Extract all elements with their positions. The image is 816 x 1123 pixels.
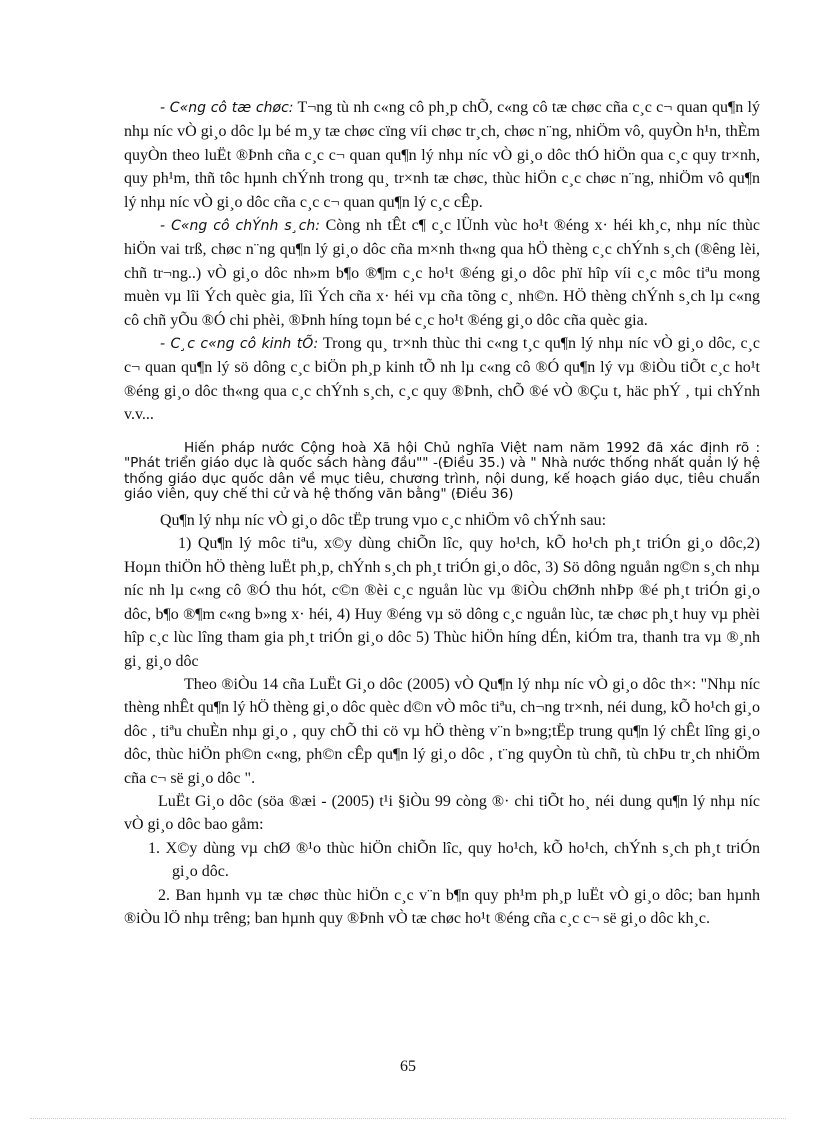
paragraph-policy-tools — [124, 214, 760, 332]
paragraph-main-tasks-list: 1) Qu¶n lý môc tiªu, x©y dùng chiÕn lîc, quy ho¹ch, kÕ ho¹ch ph¸t triÓn gi¸o dôc,2) Hoµn thiÖn hÖ thèng luËt ph¸p, chÝnh s¸ch ph¸t triÓn gi¸o dôc, 3) Sö dông nguån ng©n s¸ch nhµ níc nh lµ c«ng cô ®Ó thu hót, c©n ®èi c¸c nguån lùc vµ ®iÒu chØnh nhÞp ®é ph¸t triÓn gi¸o dôc, b¶o ®¶m c«ng b»ng x· héi, 4) Huy ®éng vµ sö dông c¸c nguån lùc, tæ chøc ph¸t huy vµ phèi hîp c¸c lùc lîng tham gia ph¸t triÓn gi¸o dôc 5) Thùc hiÖn híng dÉn, kiÓm tra, thanh tra vµ ®¸nh gi¸ gi¸o dôc — [124, 535, 760, 670]
paragraph-lead: - C«ng cô chÝnh s¸ch: — [160, 218, 321, 235]
paragraph-organizational-tools — [124, 96, 760, 214]
paragraph-body: Trong qu¸ tr×nh thùc thi c«ng t¸c qu¶n lý nhµ níc vÒ gi¸o dôc, c¸c c¬ quan qu¶n lý sö dông c¸c biÖn ph¸p kinh tÕ nh lµ c«ng cô ®Ó qu¶n lý vµ ®iÒu tiÕt c¸c ho¹t ®éng gi¸o dôc th«ng qua c¸c chÝnh s¸ch, c¸c quy ®Þnh, chÕ ®é vÒ ®Çu t, häc phÝ , tµi chÝnh v.v... — [124, 335, 760, 424]
paragraph-body: Còng nh tÊt c¶ c¸c lÜnh vùc ho¹t ®éng x· héi kh¸c, nhµ níc thùc hiÖn vai trß, chøc n¨ng qu¶n lý gi¸o dôc cña m×nh th«ng qua hÖ thèng c¸c chÝnh s¸ch (®êng lèi, chñ tr¬ng..) vÒ gi¸o dôc nh»m b¶o ®¶m c¸c ho¹t ®éng gi¸o dôc phï hîp víi c¸c môc tiªu mong muèn vµ lîi Ých quèc gia, lîi Ých cña x· héi vµ cña tõng c¸ nh©n. HÖ thèng chÝnh s¸ch lµ c«ng cô chñ yÕu ®Ó chi phèi, ®Þnh híng toµn bé c¸c ho¹t ®éng gi¸o dôc cña quèc gia. — [124, 217, 761, 329]
document-page — [124, 96, 760, 930]
page-bottom-divider — [30, 1118, 786, 1119]
constitution-quote: Hiến pháp nước Cộng hoà Xã hội Chủ nghĩa Việt nam năm 1992 đã xác định rõ : "Phát triển giáo dục là quốc sách hàng đầu"" -(Điều 35.) và " Nhà nước thống nhất quản lý hệ thống giáo dục quốc dân về mục tiêu, chương trình, nội dung, kế hoạch giáo dục, tiêu chuẩn giáo viên, quy chế thi cử và hệ thống văn bằng" (Điều 36) — [124, 439, 760, 503]
paragraph-main-tasks-intro: Qu¶n lý nhµ níc vÒ gi¸o dôc tËp trung vµo c¸c nhiÖm vô chÝnh sau: — [160, 512, 607, 530]
paragraph-body: T¬ng tù nh c«ng cô ph¸p chÕ, c«ng cô tæ chøc cña c¸c c¬ quan qu¶n lý nhµ níc vÒ gi¸o dôc lµ bé m¸y tæ chøc cïng víi chøc tr¸ch, chøc n¨ng, nhiÖm vô, quyÒn h¹n, thÈm quyÒn theo luËt ®Þnh cña c¸c c¬ quan qu¶n lý nhµ níc vÒ gi¸o dôc thÓ hiÖn qua c¸c quy tr×nh, quy ph¹m, thñ tôc hµnh chÝnh trong qu¸ tr×nh tæ chøc, thùc hiÖn c¸c chøc n¨ng, nhiÖm vô qu¶n lý nhµ níc vÒ gi¸o dôc cña c¸c c¬ quan qu¶n lý c¸c cÊp. — [124, 99, 760, 211]
list-item: 2. Ban hµnh vµ tæ chøc thùc hiÖn c¸c v¨n b¶n quy ph¹m ph¸p luËt vÒ gi¸o dôc; ban hµnh ®iÒu lÖ nhµ trêng; ban hµnh quy ®Þnh vÒ tæ chøc ho¹t ®éng cña c¸c c¬ së gi¸o dôc kh¸c. — [124, 886, 760, 927]
paragraph-lead: - C«ng cô tæ chøc: — [160, 100, 294, 116]
paragraph-lead: - C¸c c«ng cô kinh tÕ: — [160, 336, 319, 353]
page-number: 65 — [400, 1058, 416, 1075]
list-item: 1. X©y dùng vµ chØ ®¹o thùc hiÖn chiÕn lîc, quy ho¹ch, kÕ ho¹ch, chÝnh s¸ch ph¸t triÓn gi¸o dôc. — [148, 839, 760, 881]
paragraph-economic-tools — [124, 332, 760, 427]
paragraph-education-law-article-14: Theo ®iÒu 14 cña LuËt Gi¸o dôc (2005) vÒ Qu¶n lý nhµ níc vÒ gi¸o dôc th×: "Nhµ níc thèng nhÊt qu¶n lý hÖ thèng gi¸o dôc quèc d©n vÒ môc tiªu, ch¬ng tr×nh, néi dung, kÕ ho¹ch gi¸o dôc , tiªu chuÈn nhµ gi¸o , quy chÕ thi cö vµ hÖ thèng v¨n b»ng;tËp trung qu¶n lý chÊt lîng gi¸o dôc, thùc hiÖn ph©n c«ng, ph©n cÊp qu¶n lý gi¸o dôc , t¨ng quyÒn tù chñ, tù chÞu tr¸ch nhiÖm cña c¬ së gi¸o dôc ". — [124, 675, 760, 787]
paragraph-education-law-article-99: LuËt Gi¸o dôc (söa ®æi - (2005) t¹i §iÒu 99 còng ®· chi tiÕt ho¸ néi dung qu¶n lý nhµ níc vÒ gi¸o dôc bao gåm: — [124, 792, 760, 834]
